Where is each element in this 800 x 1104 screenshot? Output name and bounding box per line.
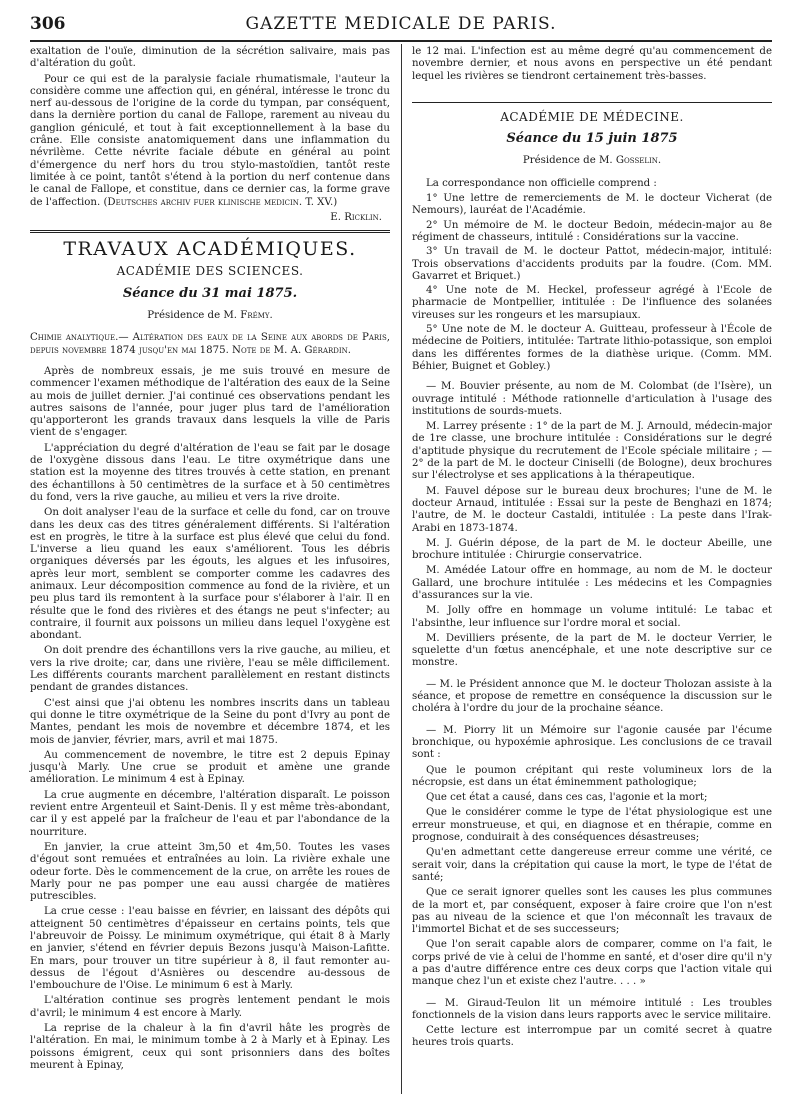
paragraph: On doit prendre des échantillons vers la rive gauche, au milieu, et vers la rive droite; car, dans une rivière, l'eau se mêle difficilement. Les différents courants marchent parallèlement en restant distincts pendant de grandes distances.: [30, 645, 390, 694]
paragraph: La crue augmente en décembre, l'altération disparaît. Le poisson revient entre Argenteuil et Saint-Denis. Il y est même très-abondant, car il y est appelé par la fraîcheur de l'eau et par l'abondance de la nourriture.: [30, 789, 390, 838]
paragraph: M. Larrey présente : 1° de la part de M. J. Arnould, médecin-major de 1re classe, une brochure intitulée : Considérations sur le degré d'aptitude physique du recrutement de l'Ecole spéciale militaire ; — 2° de la part de M. le docteur Ciniselli (de Bologne), deux brochures sur l'électrolyse et ses applications à la thérapeutique.: [412, 421, 772, 482]
paragraph: La correspondance non officielle comprend :: [426, 177, 657, 189]
paragraph: La reprise de la chaleur à la fin d'avril hâte les progrès de l'altération. En mai, le minimum tombe à 2 à Marly et à Epinay. Les poissons émigrent, ceux qui sont prisonniers dans des boîtes meurent à Epinay,: [30, 1023, 390, 1071]
paragraph: Après de nombreux essais, je me suis trouvé en mesure de commencer l'examen méthodique de l'altération des eaux de la Seine au mois de juillet dernier. J'ai continué ces observations pendant les autres saisons de l'année, pour juger plus tard de l'amélioration qu'apporteront les grands travaux dans lesquels la ville de Paris vient de s'engager.: [30, 365, 390, 439]
list-item: 4° Une note de M. Heckel, professeur agrégé à l'Ecole de pharmacie de Montpellier, intitulée : De l'influence des solanées vireuses sur les rongeurs et les marsupiaux.: [412, 285, 772, 321]
article-heading: [30, 332, 390, 357]
section-rule: [412, 102, 772, 103]
paragraph: Au commencement de novembre, le titre est 2 depuis Epinay jusqu'à Marly. Une crue se produit et amène une grande amélioration. Le minimum 4 est à Epinay.: [30, 749, 390, 786]
paragraph: M. Amédée Latour offre en hommage, au nom de M. le docteur Gallard, une brochure intitulée : Les médecins et les Compagnies d'assurances sur la vie.: [412, 565, 772, 601]
list-item: 1° Une lettre de remerciements de M. le docteur Vicherat (de Nemours), lauréat de l'Académie.: [412, 193, 772, 217]
president-name: Gosselin.: [615, 155, 662, 167]
paragraph: L'appréciation du degré d'altération de l'eau se fait par le dosage de l'oxygène dissous dans l'eau. Le titre oxymétrique dans une station est la moyenne des titres trouvés à cette station, en prenant des échantillons à 50 centimètres de la surface et à 50 centimètres du fond, vers la rive gauche, au milieu et vers la rive droite.: [30, 442, 390, 503]
right-column: [412, 46, 772, 1053]
paragraph: Que le considérer comme le type de l'état physiologique est une erreur monstrueuse, et qui, en diagnose et en thérapie, comme en prognose, conduirait à des conséquences désastreuses;: [412, 807, 772, 844]
paragraph: La crue cesse : l'eau baisse en février, en laissant des dépôts qui atteignent 50 centimètres d'épaisseur en certains points, tels que l'abreuvoir de Poissy. Le minimum oxymétrique, qui était 8 à Marly en janvier, s'étend en février depuis Bezons jusqu'à Maison-Lafitte. En mars, pour trouver un titre supérieur à 8, il faut remonter au-dessus de l'égout d'Asnières ou descendre au-dessous de l'embouchure de l'Oise. Le minimum 6 est à Marly.: [30, 906, 390, 992]
article-subtitle: — Altération des eaux de la Seine aux abords de Paris, depuis novembre 1874 jusqu'en mai 1875. Note de M. A. Gérardin.: [30, 332, 390, 356]
signature: E. Ricklin.: [330, 211, 382, 223]
section-rule: [30, 230, 390, 233]
session-title: Séance du 31 mai 1875.: [122, 285, 298, 301]
session-title: Séance du 15 juin 1875: [506, 131, 678, 147]
paragraph: Que ce serait ignorer quelles sont les causes les plus communes de la mort et, par conséquent, exposer à faire croire que l'on n'est pas au niveau de la science et que l'on méconnaît les travaux de l'immortel Bichat et de ses successeurs;: [412, 887, 772, 936]
paragraph: — M. Bouvier présente, au nom de M. Colombat (de l'Isère), un ouvrage intitulé : Méthode rationnelle d'articulation à l'usage des institutions de sourds-muets.: [412, 381, 772, 417]
paragraph: Que cet état a causé, dans ces cas, l'agonie et la mort;: [426, 792, 708, 804]
paragraph-text: Pour ce qui est de la paralysie faciale rhumatismale, l'auteur la considère comme une affection qui, en général, intéresse le tronc du nerf au-dessous de l'origine de la corde du tympan, par conséquent, dans la dernière portion du canal de Fallope, rarement au niveau du ganglion géniculé, et tout à fait exceptionnellement à la base du crâne. Elle consiste anatomiquement dans une inflammation du névrilème. Cette névrite faciale débute en général au point d'émergence du nerf hors du trou stylo-mastoïdien, tantôt reste limitée à ce point, tantôt s'étend à la portion du nerf contenue dans le canal de Fallope, et constitue, dans ce dernier cas, la forme grave de l'affection.: [30, 73, 390, 208]
page-number: 306: [30, 14, 66, 34]
paragraph: On doit analyser l'eau de la surface et celle du fond, car on trouve dans les deux cas des titres généralement différents. Si l'altération est en progrès, le titre à la surface est plus élevé que celui du fond. L'inverse a lieu quand les eaux s'améliorent. Tous les débris organiques déversés par les égouts, les algues et les infusoires, après leur mort, semblent se comporter comme les cadavres des animaux. Leur décomposition commence au fond de la rivière, et un peu plus tard ils remontent à la surface pour s'élaborer à l'air. Il en résulte que le fond des rivières et des étangs ne peut s'infecter; au contraire, il fournit aux poissons un milieu dans lequel l'oxygène est abondant.: [30, 507, 390, 642]
paragraph: M. Jolly offre en hommage un volume intitulé: Le tabac et l'absinthe, leur influence sur l'ordre moral et social.: [412, 605, 772, 629]
presidence-prefix: Présidence de M.: [147, 310, 241, 322]
column-divider: [401, 44, 402, 1094]
paragraph: Cette lecture est interrompue par un comité secret à quatre heures trois quarts.: [412, 1025, 772, 1049]
paragraph: En janvier, la crue atteint 3m,50 et 4m,50. Toutes les vases d'égout sont remuées et entraînées au loin. La rivière exhale une odeur forte. Dès le commencement de la crue, on arrête les roues de Marly pour ne pas pomper une eau aussi chargée de matières putrescibles.: [30, 841, 390, 903]
section-title: TRAVAUX ACADÉMIQUES.: [63, 238, 357, 261]
paragraph: Que l'on serait capable alors de comparer, comme on l'a fait, le corps privé de vie à celui de l'homme en santé, et d'oser dire qu'il n'y a pas d'autre différence entre ces deux corps que l'action vitale qui manque chez l'un et existe chez l'autre. . . . »: [412, 939, 772, 988]
presidence-prefix: Présidence de M.: [522, 155, 616, 167]
list-item: 3° Un travail de M. le docteur Pattot, médecin-major, intitulé: Trois observations d'accidents produits par la foudre. (Com. MM. Gavarret et Briquet.): [412, 246, 772, 282]
list-item: 2° Un mémoire de M. le docteur Bedoin, médecin-major au 8e régiment de chasseurs, intitulé : Considérations sur la vaccine.: [412, 219, 772, 243]
reference: (Deutsches archiv fuer klinische medicin. T. XV.): [103, 196, 338, 208]
presidence: [30, 310, 390, 322]
list-item: 5° Une note de M. le docteur A. Guitteau, professeur à l'École de médecine de Poitiers, intitulée: Tartrate lithio-potassique, son emploi dans les différentes formes de la diathèse urique. (Comm. MM. Béhier, Buignet et Gobley.): [412, 324, 772, 372]
paragraph: [30, 74, 390, 209]
paragraph: Qu'en admettant cette dangereuse erreur comme une vérité, ce serait voir, dans la crépitation qui cause la mort, le type de l'état de santé;: [412, 847, 772, 883]
running-title: GAZETTE MEDICALE DE PARIS.: [245, 14, 557, 34]
paragraph: — M. Giraud-Teulon lit un mémoire intitulé : Les troubles fonctionnels de la vision dans leurs rapports avec le service militaire.: [412, 997, 772, 1021]
paragraph: le 12 mai. L'infection est au même degré qu'au commencement de novembre dernier, et nous avons en perspective un été pendant lequel les rivières se tiendront certainement très-basses.: [412, 46, 772, 82]
article-label: Chimie analytique.: [30, 332, 119, 344]
paragraph: — M. le Président annonce que M. le docteur Tholozan assiste à la séance, et propose de remettre en conséquence la discussion sur le choléra à l'ordre du jour de la prochaine séance.: [412, 678, 772, 715]
spacer: [412, 86, 772, 96]
paragraph: Que le poumon crépitant qui reste volumineux lors de la nécropsie, est dans un état éminemment pathologique;: [412, 764, 772, 788]
paragraph: M. J. Guérin dépose, de la part de M. le docteur Abeille, une brochure intitulée : Chirurgie conservatrice.: [412, 537, 772, 562]
presidence: [412, 155, 772, 167]
left-column: [30, 46, 390, 1075]
paragraph: C'est ainsi que j'ai obtenu les nombres inscrits dans un tableau qui donne le titre oxymétrique de la Seine du pont d'Ivry au pont de Mantes, pendant les mois de novembre et décembre 1874, et les mois de janvier, février, mars, avril et mai 1875.: [30, 697, 390, 746]
paragraph: M. Devilliers présente, de la part de M. le docteur Verrier, le squelette d'un fœtus anencéphale, et une note descriptive sur ce monstre.: [412, 632, 772, 669]
page-header: [30, 14, 772, 38]
header-rule: [30, 40, 772, 42]
paragraph: M. Fauvel dépose sur le bureau deux brochures; l'une de M. le docteur Arnaud, intitulée : Essai sur la peste de Benghazi en 1874; l'autre, de M. le docteur Castaldi, intitulée : La peste dans l'Irak-Arabi en 1873-1874.: [412, 485, 772, 534]
academy-title: ACADÉMIE DE MÉDECINE.: [500, 109, 684, 124]
president-name: Frémy.: [240, 310, 273, 322]
paragraph: L'altération continue ses progrès lentement pendant le mois d'avril; le minimum 4 est encore à Marly.: [30, 995, 390, 1019]
academy-title: ACADÉMIE DES SCIENCES.: [116, 264, 304, 279]
paragraph: — M. Piorry lit un Mémoire sur l'agonie causée par l'écume bronchique, ou hypoxémie aphrosique. Les conclusions de ce travail sont :: [412, 724, 772, 761]
paragraph: exaltation de l'ouïe, diminution de la sécrétion salivaire, mais pas d'altération du goût.: [30, 46, 390, 70]
